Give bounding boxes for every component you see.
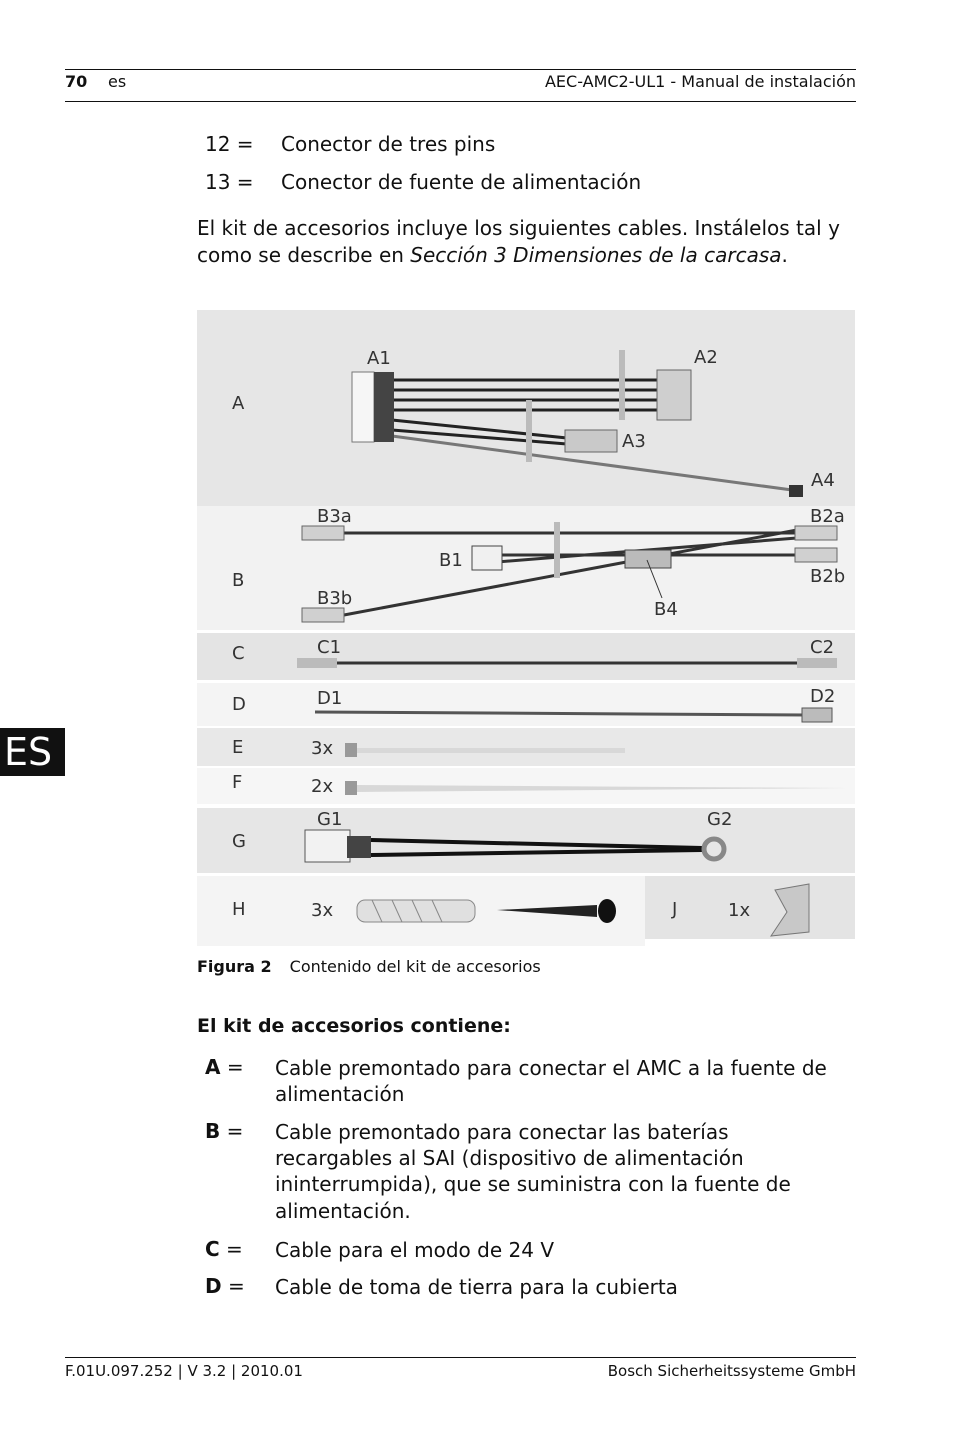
connector-12-number: 12 = xyxy=(205,132,254,156)
cable-tie-e-head xyxy=(345,743,357,757)
accessory-kit-figure xyxy=(197,310,855,946)
document-title: AEC-AMC2-UL1 - Manual de instalación xyxy=(544,72,856,91)
cable-g-1 xyxy=(371,840,702,848)
intro-line-1: El kit de accesorios incluye los siguientes cables. Instálelos tal y xyxy=(197,216,840,240)
cable-b-harness xyxy=(344,530,797,615)
kit-item-c-key: C = xyxy=(205,1237,243,1261)
label-c1: C1 xyxy=(317,637,342,658)
connector-d2 xyxy=(802,708,832,722)
row-label-g: G xyxy=(232,831,246,852)
label-a2: A2 xyxy=(694,347,718,368)
kit-item-c-text: Cable para el modo de 24 V xyxy=(275,1238,554,1262)
label-d2: D2 xyxy=(810,686,836,707)
footer-document-id: F.01U.097.252 | V 3.2 | 2010.01 xyxy=(65,1362,303,1380)
label-b4: B4 xyxy=(654,599,678,620)
screw-h xyxy=(497,899,616,923)
figure-caption-text: Contenido del kit de accesorios xyxy=(289,957,541,976)
figure-caption-label: Figura 2 xyxy=(197,957,272,976)
row-label-h: H xyxy=(232,899,246,920)
connector-b2a xyxy=(795,526,837,540)
row-label-d: D xyxy=(232,694,246,715)
cable-tie-f-head xyxy=(345,781,357,795)
connector-12-text: Conector de tres pins xyxy=(281,132,496,156)
connector-b4 xyxy=(625,550,671,568)
label-g2: G2 xyxy=(707,809,733,830)
label-b3a: B3a xyxy=(317,506,352,527)
label-f-quantity: 2x xyxy=(311,776,334,797)
intro-line-2: como se describe en Sección 3 Dimensiones de la carcasa. xyxy=(197,242,788,267)
row-label-b: B xyxy=(232,570,245,591)
cable-tie-f-strap xyxy=(357,785,847,792)
section-reference: Sección 3 Dimensiones de la carcasa xyxy=(410,242,782,267)
intro-paragraph xyxy=(197,215,857,268)
footer-company: Bosch Sicherheitssysteme GmbH xyxy=(607,1362,856,1380)
cable-drawings xyxy=(197,310,855,946)
label-b1: B1 xyxy=(439,550,463,571)
label-b2a: B2a xyxy=(810,506,845,527)
cable-tie-e-strap xyxy=(357,748,625,753)
connector-a3 xyxy=(565,430,617,452)
connector-g1 xyxy=(305,830,350,862)
figure-caption xyxy=(197,957,541,976)
cable-d xyxy=(315,712,807,715)
connector-13-text: Conector de fuente de alimentación xyxy=(281,170,642,194)
kit-item-d-key: D = xyxy=(205,1274,245,1298)
cable-g-2 xyxy=(371,850,702,855)
language-code: es xyxy=(108,72,127,91)
ring-terminal-g2 xyxy=(704,839,724,859)
connector-b3b xyxy=(302,608,344,622)
label-d1: D1 xyxy=(317,688,343,709)
row-label-e: E xyxy=(232,737,244,758)
kit-item-b-text: Cable premontado para conectar las baterías recargables al SAI (dispositivo de alimentación ininterrumpida), que se suministra con la fuente de alimentación. xyxy=(275,1120,791,1223)
label-j-quantity: 1x xyxy=(728,900,751,921)
kit-item-d-text: Cable de toma de tierra para la cubierta xyxy=(275,1275,678,1299)
header-top-rule xyxy=(65,69,856,70)
kit-heading: El kit de accesorios contiene: xyxy=(197,1015,511,1037)
connector-g1-shell xyxy=(347,836,371,858)
row-label-a: A xyxy=(232,393,245,414)
connector-b2b xyxy=(795,548,837,562)
connector-a1-shells xyxy=(374,372,394,442)
connector-a4 xyxy=(789,485,803,497)
label-b2b: B2b xyxy=(810,566,846,587)
connector-c2 xyxy=(797,658,837,668)
label-e-quantity: 3x xyxy=(311,738,334,759)
connector-a2 xyxy=(657,370,691,420)
row-label-c: C xyxy=(232,643,245,664)
bracket-j xyxy=(771,884,809,936)
connector-a1 xyxy=(352,372,374,442)
footer-rule xyxy=(65,1357,856,1358)
connector-b3a xyxy=(302,526,344,540)
language-side-tab: ES xyxy=(0,728,65,776)
label-h-quantity: 3x xyxy=(311,900,334,921)
label-a1: A1 xyxy=(367,348,391,369)
connector-13-number: 13 = xyxy=(205,170,254,194)
kit-item-a-text: Cable premontado para conectar el AMC a la fuente de alimentación xyxy=(275,1056,827,1107)
label-a3: A3 xyxy=(622,431,646,452)
row-label-f: F xyxy=(232,772,243,793)
wall-plug-h xyxy=(357,900,475,922)
label-a4: A4 xyxy=(811,470,835,491)
label-g1: G1 xyxy=(317,809,343,830)
header-bottom-rule xyxy=(65,101,856,102)
label-c2: C2 xyxy=(810,637,835,658)
kit-item-a-key: A = xyxy=(205,1055,244,1079)
connector-c1 xyxy=(297,658,337,668)
row-label-j: J xyxy=(672,899,678,920)
kit-item-b-key: B = xyxy=(205,1119,244,1143)
connector-b1 xyxy=(472,546,502,570)
page-number: 70 xyxy=(65,72,88,91)
label-b3b: B3b xyxy=(317,588,353,609)
